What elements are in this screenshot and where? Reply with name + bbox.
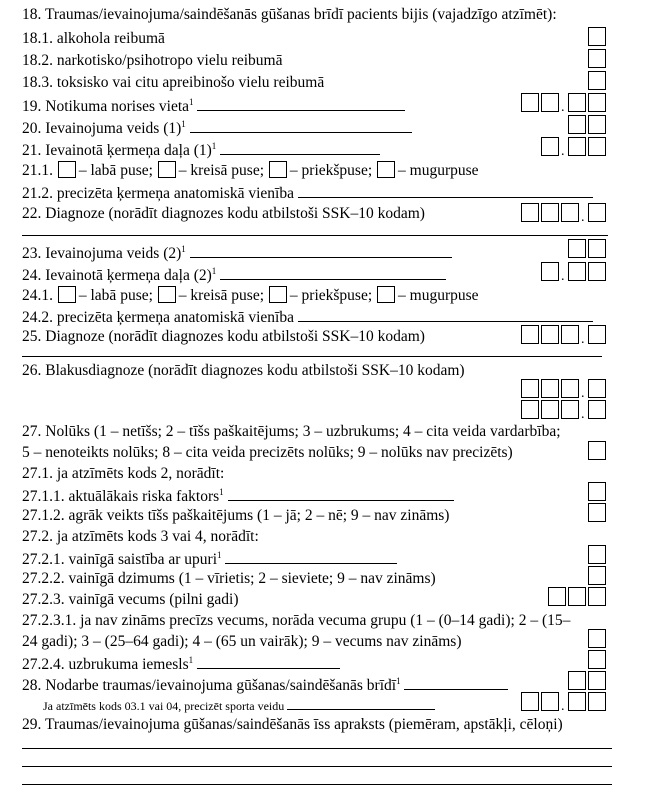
q23-input-line[interactable] xyxy=(190,243,452,258)
q25-code-box-3[interactable] xyxy=(561,325,579,344)
footnote-mark: 1 xyxy=(396,675,401,686)
q26-row2-code-box-1[interactable] xyxy=(521,400,539,419)
q19-code-box-1[interactable] xyxy=(521,93,539,112)
code-dot: . xyxy=(561,144,565,159)
q29-label: 29. Traumas/ievainojuma gūšanas/saindēšanās īss apraksts (piemēram, apstākļi, cēloņi) xyxy=(22,716,563,733)
q18-3-label: 18.3. toksisko vai citu apreibinošo vielu reibumā xyxy=(22,74,325,91)
q27-2-1-input-line[interactable] xyxy=(225,549,397,564)
q27-2-1-row xyxy=(22,549,397,569)
q21-front-checkbox[interactable] xyxy=(269,161,287,178)
q26-label: 26. Blakusdiagnoze (norādīt diagnozes kodu atbilstoši SSK–10 kodam) xyxy=(22,362,465,379)
footnote-mark: 1 xyxy=(217,549,222,560)
q20-label: 20. Ievainojuma veids (1) xyxy=(22,120,182,137)
q26-row2-code-box-2[interactable] xyxy=(541,400,559,419)
code-dot: . xyxy=(561,269,565,284)
footnote-mark: 1 xyxy=(211,265,217,276)
q21-2-row xyxy=(22,183,593,203)
q27-1-1-label: 27.1.1. aktuālākais riska faktors xyxy=(22,488,220,505)
q21-2-label: 21.2. precizēta ķermeņa anatomiskā vienība xyxy=(22,185,294,202)
q29-answer-line-2[interactable] xyxy=(22,766,612,767)
q21-1-label: 21.1. xyxy=(22,162,53,179)
q21-code-box-2[interactable] xyxy=(568,137,586,156)
q21-front-label: – priekšpuse; xyxy=(289,162,373,179)
q24-2-label: 24.2. precizēta ķermeņa anatomiskā vienība xyxy=(22,309,294,326)
q20-row xyxy=(22,118,412,138)
q28-input-line[interactable] xyxy=(404,675,508,690)
q24-1-row xyxy=(22,286,479,305)
q27-2-3-box-1[interactable] xyxy=(548,587,566,606)
q28-sport-box-2[interactable] xyxy=(541,692,559,711)
q21-2-input-line[interactable] xyxy=(298,183,593,198)
q24-left-label: – kreisā puse; xyxy=(178,287,265,304)
q27-1-label: 27.1. ja atzīmēts kods 2, norādīt: xyxy=(22,465,225,482)
q18-heading: 18. Traumas/ievainojuma/saindēšanās gūšanas brīdī pacients bijis (vajadzīgo atzīmēt): xyxy=(22,6,557,23)
q21-left-checkbox[interactable] xyxy=(158,161,176,178)
q22-label: 22. Diagnoze (norādīt diagnozes kodu atbilstoši SSK–10 kodam) xyxy=(22,205,425,222)
q24-2-input-line[interactable] xyxy=(298,307,593,322)
q21-row xyxy=(22,140,380,160)
q24-1-label: 24.1. xyxy=(22,287,53,304)
q21-right-checkbox[interactable] xyxy=(58,161,76,178)
code-dot: . xyxy=(581,210,585,225)
q28-label: 28. Nodarbe traumas/ievainojuma gūšanas/saindēšanās brīdī xyxy=(22,677,397,694)
q26-row2-code-box-3[interactable] xyxy=(561,400,579,419)
q21-back-label: – mugurpuse xyxy=(398,162,479,179)
q24-back-checkbox[interactable] xyxy=(377,286,395,303)
q23-code-box-1[interactable] xyxy=(568,239,586,258)
q22-code-box-1[interactable] xyxy=(521,203,539,222)
q23-code-box-2[interactable] xyxy=(588,239,606,258)
q25-code-box-1[interactable] xyxy=(521,325,539,344)
q25-answer-line[interactable] xyxy=(22,356,602,357)
q26-row1-code-box-4[interactable] xyxy=(588,379,606,398)
q18-1-label: 18.1. alkohola reibumā xyxy=(22,30,165,47)
q24-label: 24. Ievainotā ķermeņa daļa (2) xyxy=(22,267,212,284)
q24-right-checkbox[interactable] xyxy=(58,286,76,303)
q18-2-box[interactable] xyxy=(588,49,606,68)
footnote-mark: 1 xyxy=(211,140,217,151)
footnote-mark: 1 xyxy=(189,96,194,107)
q28-sub-row xyxy=(43,697,435,715)
q22-answer-line[interactable] xyxy=(22,235,608,236)
q27-2-3-box-2[interactable] xyxy=(568,587,586,606)
q27-label-line2: 5 – nenoteikts nolūks; 8 – cita veida precizēts nolūks; 9 – nolūks nav precizēts) xyxy=(22,444,513,461)
code-dot: . xyxy=(581,386,585,401)
q27-1-2-label: 27.1.2. agrāk veikts tīšs paškaitējums (1 – jā; 2 – nē; 9 – nav zināms) xyxy=(22,507,450,524)
q21-left-label: – kreisā puse; xyxy=(178,162,265,179)
q25-label: 25. Diagnoze (norādīt diagnozes kodu atbilstoši SSK–10 kodam) xyxy=(22,328,425,345)
q29-answer-line-1[interactable] xyxy=(22,748,612,749)
q21-label: 21. Ievainotā ķermeņa daļa (1) xyxy=(22,142,212,159)
q21-back-checkbox[interactable] xyxy=(377,161,395,178)
q24-code-box-2[interactable] xyxy=(568,262,586,281)
code-dot: . xyxy=(561,100,565,115)
q21-input-line[interactable] xyxy=(220,140,380,155)
q22-code-box-4[interactable] xyxy=(588,203,606,222)
q27-2-4-box[interactable] xyxy=(588,650,606,669)
q19-row xyxy=(22,96,405,116)
q27-2-2-label: 27.2.2. vainīgā dzimums (1 – vīrietis; 2 – sieviete; 9 – nav zināms) xyxy=(22,570,436,587)
q28-code-box-2[interactable] xyxy=(588,671,606,690)
q21-code-box-3[interactable] xyxy=(588,137,606,156)
q28-sport-box-1[interactable] xyxy=(521,692,539,711)
q24-front-checkbox[interactable] xyxy=(269,286,287,303)
q24-code-box-1[interactable] xyxy=(541,262,559,281)
q27-2-3-1-label-line1: 27.2.3.1. ja nav zināms precīzs vecums, norāda vecuma grupu (1 – (0–14 gadi); 2 – (15– xyxy=(22,612,571,629)
q22-code-box-2[interactable] xyxy=(541,203,559,222)
q27-1-1-row xyxy=(22,486,454,506)
q26-row1-code-box-1[interactable] xyxy=(521,379,539,398)
q24-left-checkbox[interactable] xyxy=(158,286,176,303)
q23-label: 23. Ievainojuma veids (2) xyxy=(22,245,182,262)
q26-row2-code-box-4[interactable] xyxy=(588,400,606,419)
q27-2-3-label: 27.2.3. vainīgā vecums (pilni gadi) xyxy=(22,591,239,608)
q19-input-line[interactable] xyxy=(197,96,405,111)
q19-code-box-4[interactable] xyxy=(588,93,606,112)
q18-3-box[interactable] xyxy=(588,71,606,90)
q27-2-2-box[interactable] xyxy=(588,566,606,585)
q27-2-3-1-box[interactable] xyxy=(588,629,606,648)
q19-code-box-3[interactable] xyxy=(568,93,586,112)
q27-1-1-box[interactable] xyxy=(588,482,606,501)
q27-2-label: 27.2. ja atzīmēts kods 3 vai 4, norādīt: xyxy=(22,528,259,545)
q21-1-row xyxy=(22,161,479,180)
q24-front-label: – priekšpuse; xyxy=(289,287,373,304)
footnote-mark: 1 xyxy=(181,243,186,254)
q27-2-4-input-line[interactable] xyxy=(197,654,340,669)
q27-1-1-input-line[interactable] xyxy=(228,486,454,501)
q27-1-2-box[interactable] xyxy=(588,503,606,522)
q28-sport-box-3[interactable] xyxy=(568,692,586,711)
q28-code-box-1[interactable] xyxy=(568,671,586,690)
code-dot: . xyxy=(581,332,585,347)
q27-2-1-label: 27.2.1. vainīgā saistība ar upuri xyxy=(22,551,217,568)
q27-2-1-box[interactable] xyxy=(588,545,606,564)
code-dot: . xyxy=(561,699,565,714)
q27-box[interactable] xyxy=(588,441,606,460)
q24-input-line[interactable] xyxy=(220,265,446,280)
q24-row xyxy=(22,265,446,285)
q29-answer-line-3[interactable] xyxy=(22,784,612,785)
q19-label: 19. Notikuma norises vieta xyxy=(22,98,190,115)
q22-code-box-3[interactable] xyxy=(561,203,579,222)
q24-back-label: – mugurpuse xyxy=(398,287,479,304)
q27-label-line1: 27. Nolūks (1 – netīšs; 2 – tīšs paškaitējums; 3 – uzbrukums; 4 – cita veida vardarbība; xyxy=(22,423,561,440)
q24-right-label: – labā puse; xyxy=(78,287,153,304)
q26-row1-code-box-2[interactable] xyxy=(541,379,559,398)
q24-code-box-3[interactable] xyxy=(588,262,606,281)
q21-code-box-1[interactable] xyxy=(541,137,559,156)
q20-code-box-2[interactable] xyxy=(588,115,606,134)
q28-sub-label: Ja atzīmēts kods 03.1 vai 04, precizēt sporta veidu xyxy=(43,699,285,713)
q28-row xyxy=(22,675,508,695)
q28-sport-input-line[interactable] xyxy=(287,698,435,710)
q27-2-3-box-3[interactable] xyxy=(588,587,606,606)
q19-code-box-2[interactable] xyxy=(541,93,559,112)
q25-code-box-4[interactable] xyxy=(588,325,606,344)
q20-code-box-1[interactable] xyxy=(568,115,586,134)
q27-2-4-label: 27.2.4. uzbrukuma iemesls xyxy=(22,656,189,673)
footnote-mark: 1 xyxy=(188,654,194,665)
q21-right-label: – labā puse; xyxy=(78,162,153,179)
q20-input-line[interactable] xyxy=(190,118,412,133)
q23-row xyxy=(22,243,452,263)
q26-row1-code-box-3[interactable] xyxy=(561,379,579,398)
code-dot: . xyxy=(581,407,585,422)
q24-2-row xyxy=(22,307,593,327)
q18-2-label: 18.2. narkotisko/psihotropo vielu reibumā xyxy=(22,52,283,69)
footnote-mark: 1 xyxy=(219,486,224,497)
q28-sport-box-4[interactable] xyxy=(588,692,606,711)
q27-2-3-1-label-line2: 24 gadi); 3 – (25–64 gadi); 4 – (65 un vairāk); 9 – vecums nav zināms) xyxy=(22,633,462,650)
q25-code-box-2[interactable] xyxy=(541,325,559,344)
footnote-mark: 1 xyxy=(181,118,186,129)
q27-2-4-row xyxy=(22,654,340,674)
q18-1-box[interactable] xyxy=(588,27,606,46)
